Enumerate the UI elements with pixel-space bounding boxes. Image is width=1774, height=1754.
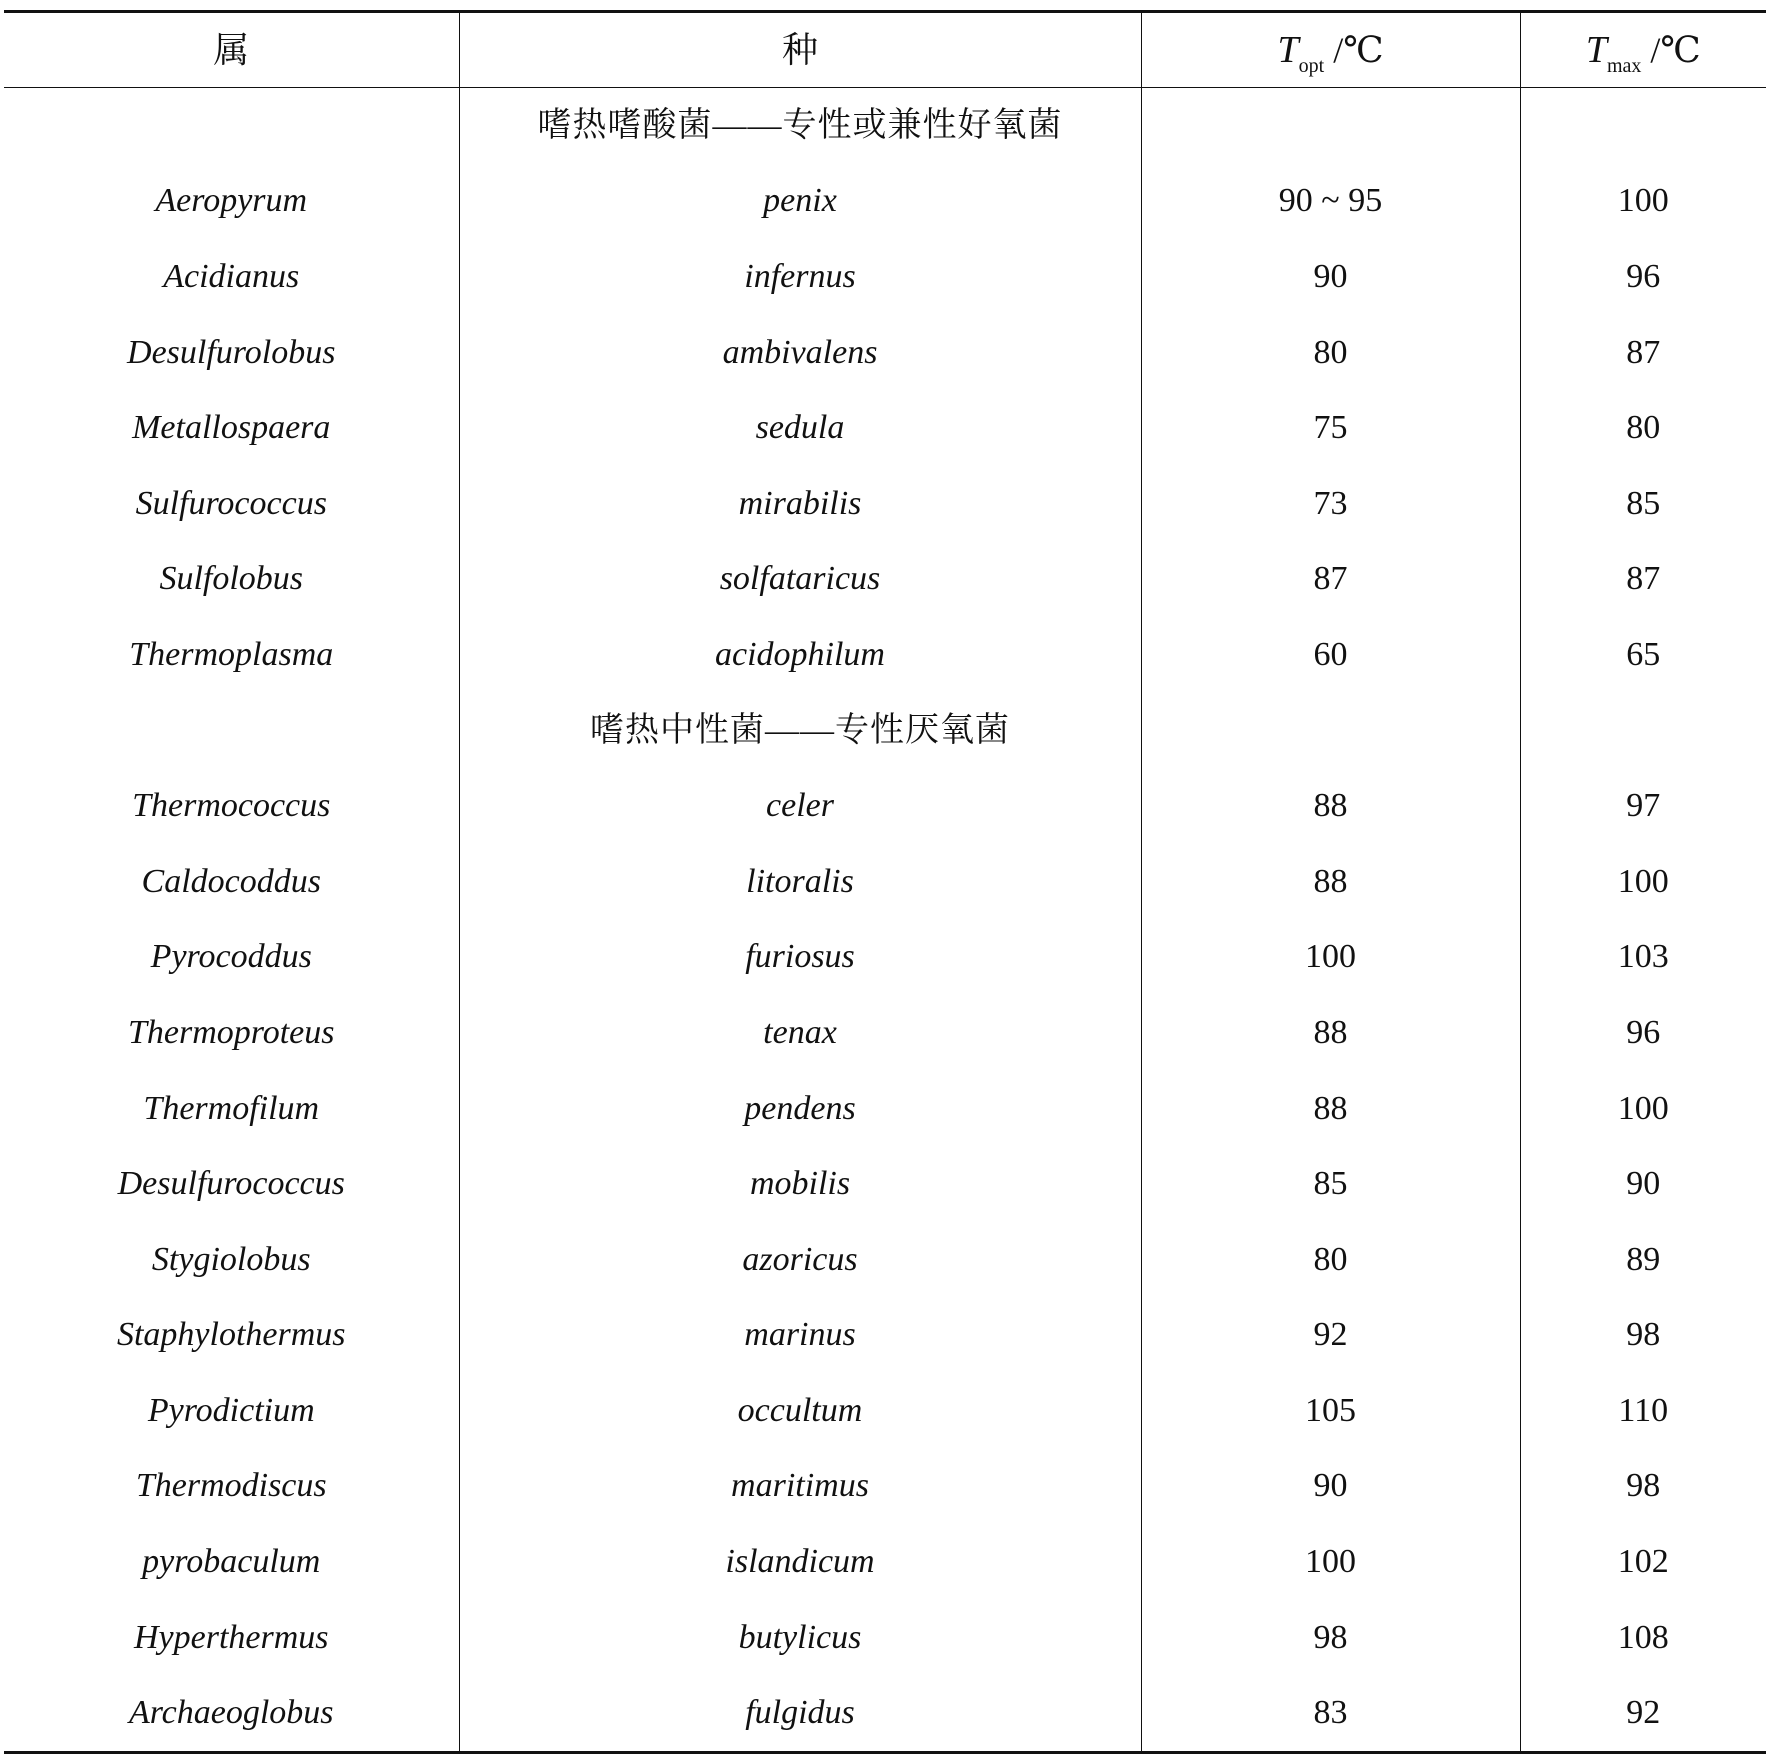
species-cell: butylicus: [459, 1600, 1141, 1676]
section-empty-topt: [1141, 693, 1520, 769]
species-cell: fulgidus: [459, 1675, 1141, 1752]
table-row: [4, 1675, 1766, 1752]
table-row: [4, 239, 1766, 315]
section-row: [4, 693, 1766, 769]
table-row: [4, 315, 1766, 391]
genus-cell: Pyrodictium: [4, 1373, 459, 1449]
genus-cell: Staphylothermus: [4, 1298, 459, 1374]
header-tmax: [1520, 12, 1766, 88]
table-row: [4, 1146, 1766, 1222]
genus-cell: pyrobaculum: [4, 1524, 459, 1600]
topt-cell: 60: [1141, 617, 1520, 693]
header-species: 种: [459, 12, 1141, 88]
topt-cell: 88: [1141, 995, 1520, 1071]
section-empty-tmax: [1520, 88, 1766, 164]
tmax-cell: 100: [1617, 1089, 1669, 1127]
table-body: [4, 88, 1766, 1753]
table-row: [4, 164, 1766, 240]
table-row: [4, 1071, 1766, 1147]
genus-cell: Thermodiscus: [4, 1449, 459, 1525]
table-row: [4, 920, 1766, 996]
topt-cell: 90 ~ 95: [1141, 164, 1520, 240]
topt-symbol: T: [1277, 29, 1299, 71]
tmax-cell: 96: [1626, 1013, 1661, 1051]
species-cell: furiosus: [459, 920, 1141, 996]
topt-cell: 73: [1141, 466, 1520, 542]
topt-cell: 92: [1141, 1298, 1520, 1374]
topt-cell: 80: [1141, 315, 1520, 391]
table-row: [4, 1449, 1766, 1525]
species-cell: sedula: [459, 390, 1141, 466]
tmax-cell: 89: [1626, 1240, 1661, 1278]
species-cell: maritimus: [459, 1449, 1141, 1525]
genus-cell: Acidianus: [4, 239, 459, 315]
table-row: [4, 1298, 1766, 1374]
genus-cell: Thermococcus: [4, 768, 459, 844]
section-row: [4, 88, 1766, 164]
genus-cell: Thermoproteus: [4, 995, 459, 1071]
tmax-cell: 92: [1520, 1675, 1766, 1752]
table-row: [4, 542, 1766, 618]
tmax-cell: 98: [1626, 1467, 1661, 1505]
topt-cell: 88: [1141, 768, 1520, 844]
genus-cell: Aeropyrum: [4, 164, 459, 240]
table-row: [4, 1600, 1766, 1676]
species-cell: celer: [459, 768, 1141, 844]
topt-cell: 80: [1141, 1222, 1520, 1298]
species-cell: litoralis: [459, 844, 1141, 920]
species-cell: penix: [459, 164, 1141, 240]
topt-subscript: opt: [1298, 55, 1325, 77]
genus-cell: Pyrocoddus: [4, 920, 459, 996]
table-row: [4, 466, 1766, 542]
species-cell: mirabilis: [459, 466, 1141, 542]
genus-cell: Thermoplasma: [4, 617, 459, 693]
tmax-subscript: max: [1606, 55, 1642, 77]
species-cell: azoricus: [459, 1222, 1141, 1298]
topt-cell: 75: [1141, 390, 1520, 466]
tmax-cell: 100: [1617, 182, 1669, 220]
topt-cell: 105: [1141, 1373, 1520, 1449]
tmax-cell: 108: [1617, 1618, 1669, 1656]
species-cell: tenax: [459, 995, 1141, 1071]
topt-cell: 85: [1141, 1146, 1520, 1222]
topt-unit: /℃: [1333, 30, 1384, 70]
thermophile-table: [4, 10, 1766, 1754]
table-row: [4, 995, 1766, 1071]
genus-cell: Metallospaera: [4, 390, 459, 466]
topt-cell: 87: [1141, 542, 1520, 618]
species-cell: occultum: [459, 1373, 1141, 1449]
tmax-cell: 65: [1626, 635, 1661, 673]
tmax-cell: 80: [1626, 409, 1661, 447]
genus-cell: Hyperthermus: [4, 1600, 459, 1676]
topt-cell: 83: [1141, 1675, 1520, 1752]
genus-cell: Sulfurococcus: [4, 466, 459, 542]
genus-cell: Desulfurococcus: [4, 1146, 459, 1222]
table-row: [4, 1373, 1766, 1449]
genus-cell: Caldocoddus: [4, 844, 459, 920]
table-row: [4, 390, 1766, 466]
topt-cell: 100: [1141, 1524, 1520, 1600]
table-row: [4, 617, 1766, 693]
tmax-cell: 100: [1617, 862, 1669, 900]
species-cell: solfataricus: [459, 542, 1141, 618]
tmax-cell: 103: [1617, 938, 1669, 976]
species-cell: marinus: [459, 1298, 1141, 1374]
species-cell: ambivalens: [459, 315, 1141, 391]
tmax-cell: 97: [1626, 787, 1661, 825]
tmax-unit: /℃: [1650, 30, 1701, 70]
species-cell: infernus: [459, 239, 1141, 315]
topt-cell: 88: [1141, 1071, 1520, 1147]
topt-cell: 90: [1141, 1449, 1520, 1525]
tmax-symbol: T: [1585, 29, 1607, 71]
section-empty-genus: [4, 693, 459, 769]
topt-cell: 88: [1141, 844, 1520, 920]
genus-cell: Desulfurolobus: [4, 315, 459, 391]
header-genus: 属: [4, 12, 459, 88]
tmax-cell: 87: [1626, 560, 1661, 598]
section-title: 嗜热中性菌——专性厌氧菌: [459, 693, 1141, 769]
genus-cell: Thermofilum: [4, 1071, 459, 1147]
species-cell: islandicum: [459, 1524, 1141, 1600]
tmax-cell: 87: [1626, 333, 1661, 371]
tmax-cell: 102: [1617, 1543, 1669, 1581]
tmax-cell: 85: [1626, 484, 1661, 522]
species-cell: pendens: [459, 1071, 1141, 1147]
species-cell: mobilis: [459, 1146, 1141, 1222]
genus-cell: Sulfolobus: [4, 542, 459, 618]
section-empty-topt: [1141, 88, 1520, 164]
tmax-cell: 96: [1626, 257, 1661, 295]
header-row: [4, 12, 1766, 88]
header-topt: [1141, 12, 1520, 88]
tmax-cell: 90: [1626, 1165, 1661, 1203]
genus-cell: Archaeoglobus: [4, 1675, 459, 1752]
table-row: [4, 768, 1766, 844]
table-row: [4, 1222, 1766, 1298]
species-cell: acidophilum: [459, 617, 1141, 693]
genus-cell: Stygiolobus: [4, 1222, 459, 1298]
tmax-cell: 98: [1626, 1316, 1661, 1354]
section-empty-tmax: [1520, 693, 1766, 769]
tmax-cell: 110: [1618, 1391, 1669, 1429]
topt-cell: 98: [1141, 1600, 1520, 1676]
table-header: [4, 12, 1766, 88]
table-row: [4, 1524, 1766, 1600]
table-row: [4, 844, 1766, 920]
topt-cell: 90: [1141, 239, 1520, 315]
topt-cell: 100: [1141, 920, 1520, 996]
section-empty-genus: [4, 88, 459, 164]
section-title: 嗜热嗜酸菌——专性或兼性好氧菌: [459, 88, 1141, 164]
